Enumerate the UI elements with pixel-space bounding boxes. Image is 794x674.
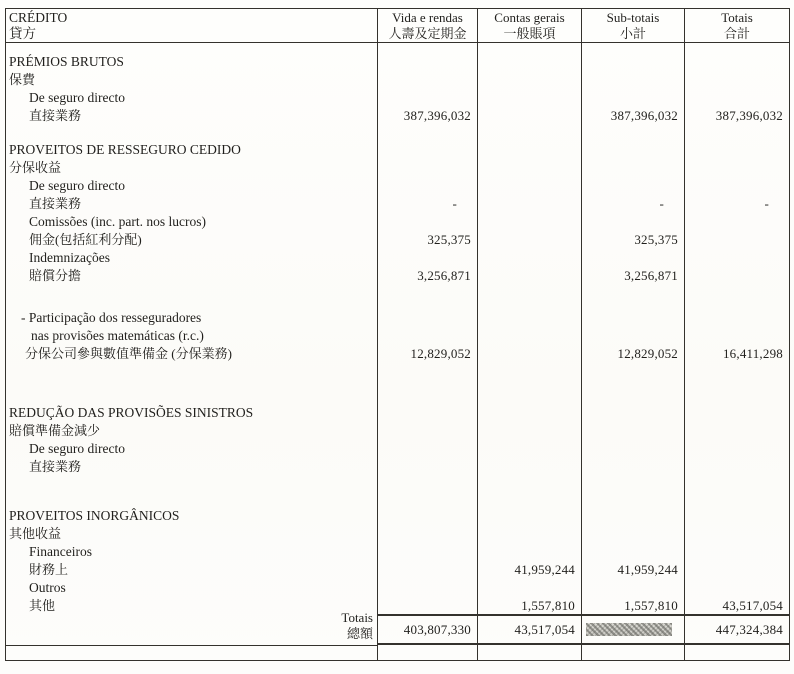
row-label-cell bbox=[5, 345, 378, 363]
row-label-text: Comissões (inc. part. nos lucros) bbox=[29, 214, 206, 229]
value-cell-tot bbox=[685, 71, 790, 89]
value-cell-vida bbox=[378, 476, 478, 507]
row-label-cell bbox=[5, 159, 378, 177]
bottom-cell-vida bbox=[378, 645, 478, 661]
value-cell-vida bbox=[378, 159, 478, 177]
value-cell-vida bbox=[378, 177, 478, 195]
row-label-text: PRÉMIOS BRUTOS bbox=[9, 54, 124, 69]
value-cell-contas bbox=[478, 422, 582, 440]
row-label-cell bbox=[5, 440, 378, 458]
totals-row bbox=[5, 610, 790, 645]
totals-label-cell bbox=[5, 610, 378, 645]
value-cell-contas bbox=[478, 440, 582, 458]
value-cell-vida bbox=[378, 213, 478, 231]
value-cell-contas bbox=[478, 159, 582, 177]
value-cell-sub bbox=[582, 345, 685, 363]
value-cell-vida bbox=[378, 458, 478, 476]
value-cell-contas bbox=[478, 579, 582, 597]
value-cell-sub bbox=[582, 177, 685, 195]
value-cell-tot bbox=[685, 43, 790, 53]
row-label-cell bbox=[5, 43, 378, 53]
value-cell-vida bbox=[378, 141, 478, 159]
value-cell-contas bbox=[478, 125, 582, 141]
value-cell-tot bbox=[685, 309, 790, 327]
cell-amount: 387,396,032 bbox=[403, 108, 471, 123]
value-cell-sub bbox=[582, 285, 685, 309]
table-row bbox=[5, 71, 790, 89]
row-label-text: 賠償準備金減少 bbox=[9, 423, 101, 438]
header-col-totals-pt: Totais bbox=[721, 10, 753, 25]
row-label-text: 直接業務 bbox=[29, 196, 82, 211]
cell-amount: 16,411,298 bbox=[722, 346, 783, 361]
value-cell-tot bbox=[685, 53, 790, 71]
cell-amount: 12,829,052 bbox=[410, 346, 471, 361]
value-cell-vida bbox=[378, 363, 478, 404]
value-cell-vida bbox=[378, 525, 478, 543]
totals-contas-amount: 43,517,054 bbox=[514, 621, 575, 637]
header-col-totals-zh: 合計 bbox=[723, 26, 750, 41]
value-cell-sub bbox=[582, 525, 685, 543]
cell-amount: 3,256,871 bbox=[624, 268, 678, 283]
value-cell-vida bbox=[378, 71, 478, 89]
value-cell-tot bbox=[685, 231, 790, 249]
value-cell-vida bbox=[378, 327, 478, 345]
row-label-cell bbox=[5, 579, 378, 597]
cell-amount: 387,396,032 bbox=[610, 108, 678, 123]
row-label-text: 分保收益 bbox=[9, 160, 62, 175]
cell-amount: 41,959,244 bbox=[617, 562, 678, 577]
row-label-cell bbox=[5, 267, 378, 285]
totals-value-total bbox=[685, 615, 790, 645]
value-cell-sub bbox=[582, 107, 685, 125]
spacer-row bbox=[5, 43, 790, 53]
table-row bbox=[5, 507, 790, 525]
value-cell-tot bbox=[685, 579, 790, 597]
value-cell-tot bbox=[685, 458, 790, 476]
value-cell-contas bbox=[478, 327, 582, 345]
value-cell-sub bbox=[582, 159, 685, 177]
table-row bbox=[5, 89, 790, 107]
header-stub-zh: 貸方 bbox=[9, 26, 36, 41]
cell-amount: - bbox=[659, 196, 664, 211]
value-cell-vida bbox=[378, 579, 478, 597]
header-col-subtotals bbox=[582, 9, 685, 43]
totals-value-vida bbox=[378, 615, 478, 645]
value-cell-tot bbox=[685, 195, 790, 213]
value-cell-tot bbox=[685, 213, 790, 231]
value-cell-vida bbox=[378, 195, 478, 213]
value-cell-tot bbox=[685, 285, 790, 309]
row-label-cell bbox=[5, 53, 378, 71]
value-cell-tot bbox=[685, 561, 790, 579]
row-label-text: PROVEITOS INORGÂNICOS bbox=[9, 508, 180, 523]
row-label-text: PROVEITOS DE RESSEGURO CEDIDO bbox=[9, 142, 241, 157]
totals-value-subtotals bbox=[582, 615, 685, 645]
value-cell-tot bbox=[685, 327, 790, 345]
value-cell-contas bbox=[478, 507, 582, 525]
row-label-text: 賠償分擔 bbox=[29, 268, 82, 283]
credit-account-table bbox=[5, 8, 790, 661]
cell-amount: 325,375 bbox=[427, 232, 471, 247]
row-label-text: 其他 bbox=[29, 598, 56, 613]
table-row bbox=[5, 213, 790, 231]
row-label-cell bbox=[5, 458, 378, 476]
value-cell-tot bbox=[685, 159, 790, 177]
row-label-cell bbox=[5, 125, 378, 141]
value-cell-contas bbox=[478, 231, 582, 249]
value-cell-vida bbox=[378, 561, 478, 579]
value-cell-vida bbox=[378, 125, 478, 141]
row-label-cell bbox=[5, 327, 378, 345]
value-cell-sub bbox=[582, 561, 685, 579]
spacer-row bbox=[5, 476, 790, 507]
value-cell-contas bbox=[478, 285, 582, 309]
value-cell-contas bbox=[478, 53, 582, 71]
value-cell-vida bbox=[378, 107, 478, 125]
value-cell-sub bbox=[582, 363, 685, 404]
value-cell-sub bbox=[582, 267, 685, 285]
value-cell-sub bbox=[582, 543, 685, 561]
row-label-cell bbox=[5, 561, 378, 579]
value-cell-sub bbox=[582, 507, 685, 525]
value-cell-contas bbox=[478, 404, 582, 422]
row-label-cell bbox=[5, 309, 378, 327]
row-label-text: Financeiros bbox=[29, 544, 92, 559]
value-cell-contas bbox=[478, 89, 582, 107]
value-cell-tot bbox=[685, 543, 790, 561]
value-cell-vida bbox=[378, 345, 478, 363]
value-cell-tot bbox=[685, 476, 790, 507]
table-row bbox=[5, 458, 790, 476]
header-col-vida bbox=[378, 9, 478, 43]
row-label-text: 保費 bbox=[9, 72, 36, 87]
table-row bbox=[5, 249, 790, 267]
header-col-totals bbox=[685, 9, 790, 43]
cell-amount: 41,959,244 bbox=[514, 562, 575, 577]
value-cell-vida bbox=[378, 422, 478, 440]
table-row bbox=[5, 345, 790, 363]
value-cell-contas bbox=[478, 525, 582, 543]
value-cell-tot bbox=[685, 249, 790, 267]
value-cell-vida bbox=[378, 404, 478, 422]
table-row bbox=[5, 231, 790, 249]
value-cell-contas bbox=[478, 107, 582, 125]
row-label-text: Outros bbox=[29, 580, 66, 595]
row-label-text: 財務上 bbox=[29, 562, 69, 577]
table-row bbox=[5, 141, 790, 159]
value-cell-vida bbox=[378, 597, 478, 615]
value-cell-sub bbox=[582, 89, 685, 107]
row-label-cell bbox=[5, 476, 378, 507]
row-label-cell bbox=[5, 231, 378, 249]
bottom-cell-total bbox=[685, 645, 790, 661]
header-col-subtotals-zh: 小計 bbox=[619, 26, 646, 41]
value-cell-vida bbox=[378, 507, 478, 525]
value-cell-sub bbox=[582, 141, 685, 159]
cell-amount: 12,829,052 bbox=[617, 346, 678, 361]
value-cell-vida bbox=[378, 249, 478, 267]
row-label-text: REDUÇÃO DAS PROVISÕES SINISTROS bbox=[9, 405, 254, 420]
header-stub-cell bbox=[5, 9, 378, 43]
value-cell-sub bbox=[582, 249, 685, 267]
cell-amount: 1,557,810 bbox=[624, 597, 678, 613]
value-cell-sub bbox=[582, 125, 685, 141]
table-row bbox=[5, 543, 790, 561]
bottom-label-cell bbox=[5, 645, 378, 661]
row-label-cell bbox=[5, 525, 378, 543]
header-col-contas-pt: Contas gerais bbox=[494, 10, 565, 25]
value-cell-contas bbox=[478, 309, 582, 327]
value-cell-contas bbox=[478, 561, 582, 579]
row-label-cell bbox=[5, 249, 378, 267]
totals-label bbox=[6, 610, 377, 642]
row-label-text: 直接業務 bbox=[29, 108, 82, 123]
value-cell-tot bbox=[685, 125, 790, 141]
table-row bbox=[5, 525, 790, 543]
value-cell-sub bbox=[582, 422, 685, 440]
value-cell-vida bbox=[378, 43, 478, 53]
row-label-text: 其他收益 bbox=[9, 526, 62, 541]
value-cell-contas bbox=[478, 71, 582, 89]
row-label-cell bbox=[5, 213, 378, 231]
cell-amount: 43,517,054 bbox=[722, 597, 783, 613]
value-cell-vida bbox=[378, 231, 478, 249]
table-row bbox=[5, 309, 790, 327]
value-cell-tot bbox=[685, 597, 790, 615]
row-label-cell bbox=[5, 507, 378, 525]
value-cell-tot bbox=[685, 107, 790, 125]
row-label-text: De seguro directo bbox=[29, 90, 125, 105]
value-cell-tot bbox=[685, 404, 790, 422]
value-cell-tot bbox=[685, 267, 790, 285]
value-cell-contas bbox=[478, 597, 582, 615]
value-cell-tot bbox=[685, 89, 790, 107]
value-cell-tot bbox=[685, 141, 790, 159]
cell-amount: - bbox=[764, 196, 769, 211]
value-cell-contas bbox=[478, 141, 582, 159]
value-cell-contas bbox=[478, 543, 582, 561]
row-label-cell bbox=[5, 543, 378, 561]
cell-amount: 387,396,032 bbox=[715, 108, 783, 123]
value-cell-vida bbox=[378, 53, 478, 71]
header-col-contas bbox=[478, 9, 582, 43]
row-label-text: - Participação dos resseguradores bbox=[21, 310, 202, 325]
row-label-cell bbox=[5, 71, 378, 89]
header-col-vida-zh: 人壽及定期金 bbox=[388, 26, 467, 41]
table-row bbox=[5, 404, 790, 422]
cell-amount: 1,557,810 bbox=[521, 597, 575, 613]
spacer-row bbox=[5, 125, 790, 141]
value-cell-sub bbox=[582, 476, 685, 507]
value-cell-contas bbox=[478, 363, 582, 404]
header-col-subtotals-pt: Sub-totais bbox=[606, 10, 660, 25]
value-cell-sub bbox=[582, 597, 685, 615]
totals-vida-amount: 403,807,330 bbox=[403, 621, 471, 637]
row-label-cell bbox=[5, 363, 378, 404]
spacer-row bbox=[5, 285, 790, 309]
table-row bbox=[5, 53, 790, 71]
totals-label-pt: Totais bbox=[341, 610, 373, 625]
value-cell-vida bbox=[378, 440, 478, 458]
row-label-text: nas provisões matemáticas (r.c.) bbox=[31, 328, 204, 343]
value-cell-tot bbox=[685, 345, 790, 363]
value-cell-vida bbox=[378, 89, 478, 107]
row-label-cell bbox=[5, 89, 378, 107]
value-cell-contas bbox=[478, 195, 582, 213]
value-cell-sub bbox=[582, 195, 685, 213]
value-cell-contas bbox=[478, 177, 582, 195]
table-row bbox=[5, 561, 790, 579]
value-cell-vida bbox=[378, 267, 478, 285]
row-label-text: 佣金(包括紅利分配) bbox=[29, 232, 142, 247]
row-label-cell bbox=[5, 141, 378, 159]
totals-label-zh: 總額 bbox=[346, 626, 373, 641]
cell-amount: 3,256,871 bbox=[417, 268, 471, 283]
table-row bbox=[5, 327, 790, 345]
value-cell-sub bbox=[582, 213, 685, 231]
header-col-contas-zh: 一般賬項 bbox=[503, 26, 556, 41]
value-cell-contas bbox=[478, 267, 582, 285]
value-cell-tot bbox=[685, 422, 790, 440]
value-cell-tot bbox=[685, 363, 790, 404]
value-cell-tot bbox=[685, 440, 790, 458]
cell-amount: 325,375 bbox=[634, 232, 678, 247]
row-label-text: 直接業務 bbox=[29, 459, 82, 474]
value-cell-contas bbox=[478, 345, 582, 363]
hatched-blocked-cell bbox=[586, 623, 672, 636]
table-row bbox=[5, 177, 790, 195]
value-cell-sub bbox=[582, 404, 685, 422]
table-row bbox=[5, 267, 790, 285]
table-header-row bbox=[5, 9, 790, 43]
bottom-cell-subtotals bbox=[582, 645, 685, 661]
value-cell-sub bbox=[582, 43, 685, 53]
value-cell-sub bbox=[582, 53, 685, 71]
row-label-text: De seguro directo bbox=[29, 178, 125, 193]
value-cell-sub bbox=[582, 458, 685, 476]
value-cell-tot bbox=[685, 507, 790, 525]
table-row bbox=[5, 107, 790, 125]
value-cell-tot bbox=[685, 177, 790, 195]
header-col-vida-pt: Vida e rendas bbox=[392, 10, 463, 25]
row-label-cell bbox=[5, 404, 378, 422]
bottom-cell-contas bbox=[478, 645, 582, 661]
row-label-cell bbox=[5, 107, 378, 125]
totals-value-contas bbox=[478, 615, 582, 645]
table-row bbox=[5, 422, 790, 440]
value-cell-sub bbox=[582, 579, 685, 597]
cell-amount: - bbox=[452, 196, 457, 211]
table-body bbox=[5, 43, 790, 615]
value-cell-sub bbox=[582, 327, 685, 345]
table-row bbox=[5, 440, 790, 458]
value-cell-sub bbox=[582, 440, 685, 458]
row-label-cell bbox=[5, 422, 378, 440]
bottom-spacer-row bbox=[5, 645, 790, 661]
value-cell-contas bbox=[478, 458, 582, 476]
table-row bbox=[5, 195, 790, 213]
row-label-text: 分保公司參與數值準備金 (分保業務) bbox=[25, 346, 232, 361]
value-cell-vida bbox=[378, 309, 478, 327]
value-cell-sub bbox=[582, 71, 685, 89]
value-cell-sub bbox=[582, 309, 685, 327]
value-cell-contas bbox=[478, 213, 582, 231]
header-stub-pt: CRÉDITO bbox=[9, 10, 68, 25]
row-label-text: De seguro directo bbox=[29, 441, 125, 456]
row-label-text: Indemnizações bbox=[29, 250, 110, 265]
value-cell-vida bbox=[378, 543, 478, 561]
row-label-cell bbox=[5, 195, 378, 213]
row-label-cell bbox=[5, 177, 378, 195]
table-row bbox=[5, 159, 790, 177]
totals-grand-amount: 447,324,384 bbox=[715, 621, 783, 637]
value-cell-contas bbox=[478, 43, 582, 53]
value-cell-contas bbox=[478, 249, 582, 267]
value-cell-vida bbox=[378, 285, 478, 309]
value-cell-sub bbox=[582, 231, 685, 249]
value-cell-tot bbox=[685, 525, 790, 543]
row-label-cell bbox=[5, 285, 378, 309]
spacer-row bbox=[5, 363, 790, 404]
value-cell-contas bbox=[478, 476, 582, 507]
table-row bbox=[5, 579, 790, 597]
